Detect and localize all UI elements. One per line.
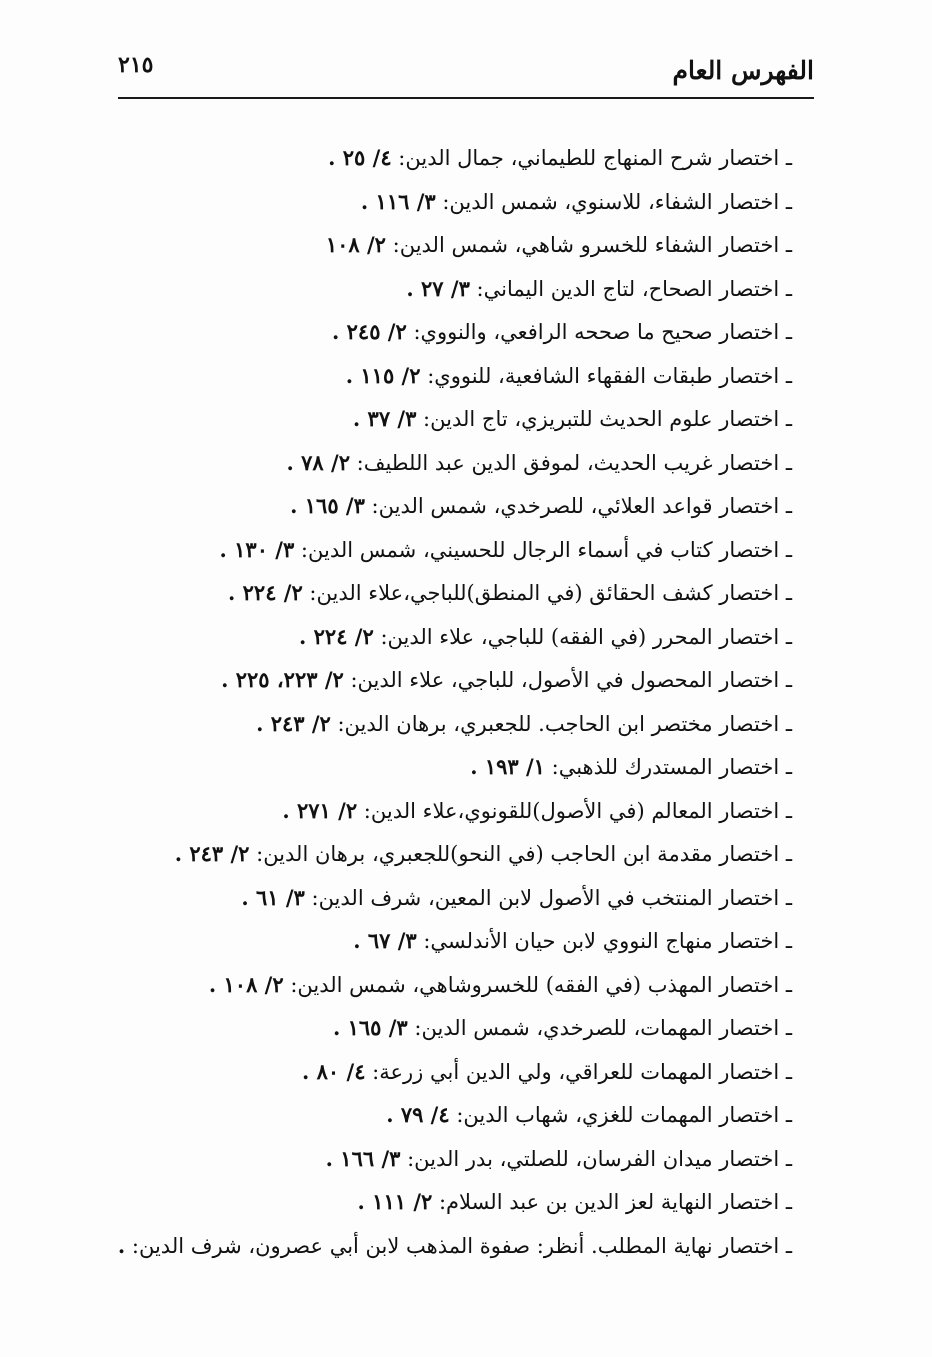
index-entry — [100, 571, 792, 615]
entry-reference: ٢/ ١٠٨ . — [208, 971, 284, 997]
page-number: ٢١٥ — [118, 52, 154, 78]
header-divider — [118, 97, 814, 99]
entry-text: ـ اختصار المحصول في الأصول، للباجي، علاء الدين: — [343, 668, 792, 692]
entry-text: ـ اختصار مختصر ابن الحاجب. للجعبري، برهان الدين: — [330, 711, 792, 736]
entry-text: ـ اختصار المهمات للعراقي، ولي الدين أبي زرعة: — [365, 1059, 792, 1084]
entry-reference: ٣/ ١٣٠ . — [219, 536, 295, 562]
entry-text: ـ اختصار صحيح ما صححه الرافعي، والنووي: — [406, 320, 792, 344]
entry-text: ـ اختصار المحرر (في الفقه) للباجي، علاء الدين: — [373, 624, 792, 649]
entry-reference: ٢/ ٧٨ . — [286, 449, 350, 475]
entry-reference: ٣/ ٢٧ . — [406, 275, 470, 301]
entry-text: ـ اختصار الشفاء، للاسنوي، شمس الدين: — [435, 189, 792, 214]
entry-text: ـ اختصار المهمات، للصرخدي، شمس الدين: — [407, 1016, 792, 1040]
entry-reference: ٢/ ١١٥ . — [345, 362, 421, 388]
entry-text: ـ اختصار نهاية المطلب. أنظر: صفوة المذهب لابن أبي عصرون، شرف الدين: — [125, 1233, 792, 1258]
index-entry — [100, 1180, 792, 1224]
entry-text: ـ اختصار علوم الحديث للتبريزي، تاج الدين: — [416, 407, 792, 431]
entry-text: ـ اختصار الشفاء للخسرو شاهي، شمس الدين: — [385, 233, 792, 257]
entry-reference: ٢/ ١٠٨ — [325, 232, 386, 257]
index-entry — [100, 136, 792, 180]
entry-reference: ٢/ ٢٢٣، ٢٢٥ . — [221, 667, 344, 692]
entry-reference: ٣/ ٦١ . — [241, 884, 305, 910]
index-entry — [100, 180, 792, 224]
index-entry — [100, 745, 792, 789]
index-entry — [100, 354, 792, 398]
index-entry — [100, 1006, 792, 1050]
entry-reference: ٢/ ١١١ . — [357, 1189, 433, 1214]
index-entry — [100, 963, 792, 1007]
index-entry — [100, 789, 792, 833]
entry-reference: ٢/ ٢٤٣ . — [256, 710, 331, 736]
entry-reference: . — [117, 1232, 126, 1258]
index-entry — [100, 1137, 792, 1181]
entry-reference: ٤/ ٨٠ . — [302, 1058, 366, 1084]
entry-reference: ٢/ ٢٧١ . — [282, 797, 358, 823]
entry-reference: ٣/ ٣٧ . — [352, 406, 417, 431]
index-entry — [100, 1224, 792, 1268]
entry-reference: ٣/ ١٦٦ . — [325, 1145, 401, 1171]
entry-text: ـ اختصار المستدرك للذهبي: — [544, 755, 792, 779]
entry-reference: ٤/ ٧٩ . — [386, 1102, 450, 1127]
entry-reference: ٢/ ٢٤٣ . — [174, 841, 250, 866]
entry-reference: ٢/ ٢٢٤ . — [299, 623, 374, 649]
index-entry — [100, 832, 792, 876]
index-entry — [100, 267, 792, 311]
entry-text: ـ اختصار غريب الحديث، لموفق الدين عبد اللطيف: — [349, 450, 792, 475]
entry-text: ـ اختصار قواعد العلائي، للصرخدي، شمس الدين: — [364, 494, 792, 518]
index-entry — [100, 615, 792, 659]
index-entry — [100, 397, 792, 441]
index-entry — [100, 310, 792, 354]
entry-text: ـ اختصار ميدان الفرسان، للصلتي، بدر الدين: — [400, 1146, 792, 1171]
entry-text: ـ اختصار مقدمة ابن الحاجب (في النحو)للجعبري، برهان الدين: — [249, 842, 792, 866]
running-title: الفهرس العام — [672, 56, 814, 85]
entry-reference: ٤/ ٢٥ . — [328, 145, 392, 170]
entry-text: ـ اختصار طبقات الفقهاء الشافعية، للنووي: — [420, 363, 792, 388]
index-entry — [100, 876, 792, 920]
entry-text: ـ اختصار المهذب (في الفقه) للخسروشاهي، شمس الدين: — [283, 972, 792, 997]
index-entry — [100, 919, 792, 963]
entry-text: ـ اختصار كتاب في أسماء الرجال للحسيني، شمس الدين: — [294, 537, 792, 562]
index-entry — [100, 1050, 792, 1094]
entry-reference: ٣/ ١٦٥ . — [290, 493, 365, 518]
index-entry — [100, 223, 792, 267]
index-entry — [100, 1093, 792, 1137]
entry-text: ـ اختصار المنتخب في الأصول لابن المعين، شرف الدين: — [304, 885, 792, 910]
index-entry — [100, 658, 792, 702]
entry-reference: ٢/ ٢٢٤ . — [228, 580, 303, 605]
entry-reference: ١/ ١٩٣ . — [470, 754, 545, 779]
page-header — [118, 48, 814, 96]
index-entry — [100, 702, 792, 746]
entry-reference: ٣/ ١١٦ . — [360, 188, 436, 214]
entry-reference: ٣/ ١٦٥ . — [332, 1015, 408, 1040]
entry-reference: ٢/ ٢٤٥ . — [332, 319, 407, 344]
index-entries — [100, 136, 792, 1267]
entry-text: ـ اختصار الصحاح، لتاج الدين اليماني: — [469, 276, 792, 301]
entry-text: ـ اختصار شرح المنهاج للطيماني، جمال الدين: — [391, 146, 792, 170]
index-entry — [100, 484, 792, 528]
index-entry — [100, 441, 792, 485]
entry-text: ـ اختصار كشف الحقائق (في المنطق)للباجي،علاء الدين: — [302, 581, 792, 605]
entry-text: ـ اختصار النهاية لعز الدين بن عبد السلام: — [432, 1190, 792, 1214]
entry-text: ـ اختصار المعالم (في الأصول)للقونوي،علاء الدين: — [357, 798, 792, 823]
entry-reference: ٣/ ٦٧ . — [353, 928, 417, 953]
entry-text: ـ اختصار منهاج النووي لابن حيان الأندلسي: — [416, 929, 792, 953]
index-entry — [100, 528, 792, 572]
entry-text: ـ اختصار المهمات للغزي، شهاب الدين: — [449, 1103, 792, 1127]
